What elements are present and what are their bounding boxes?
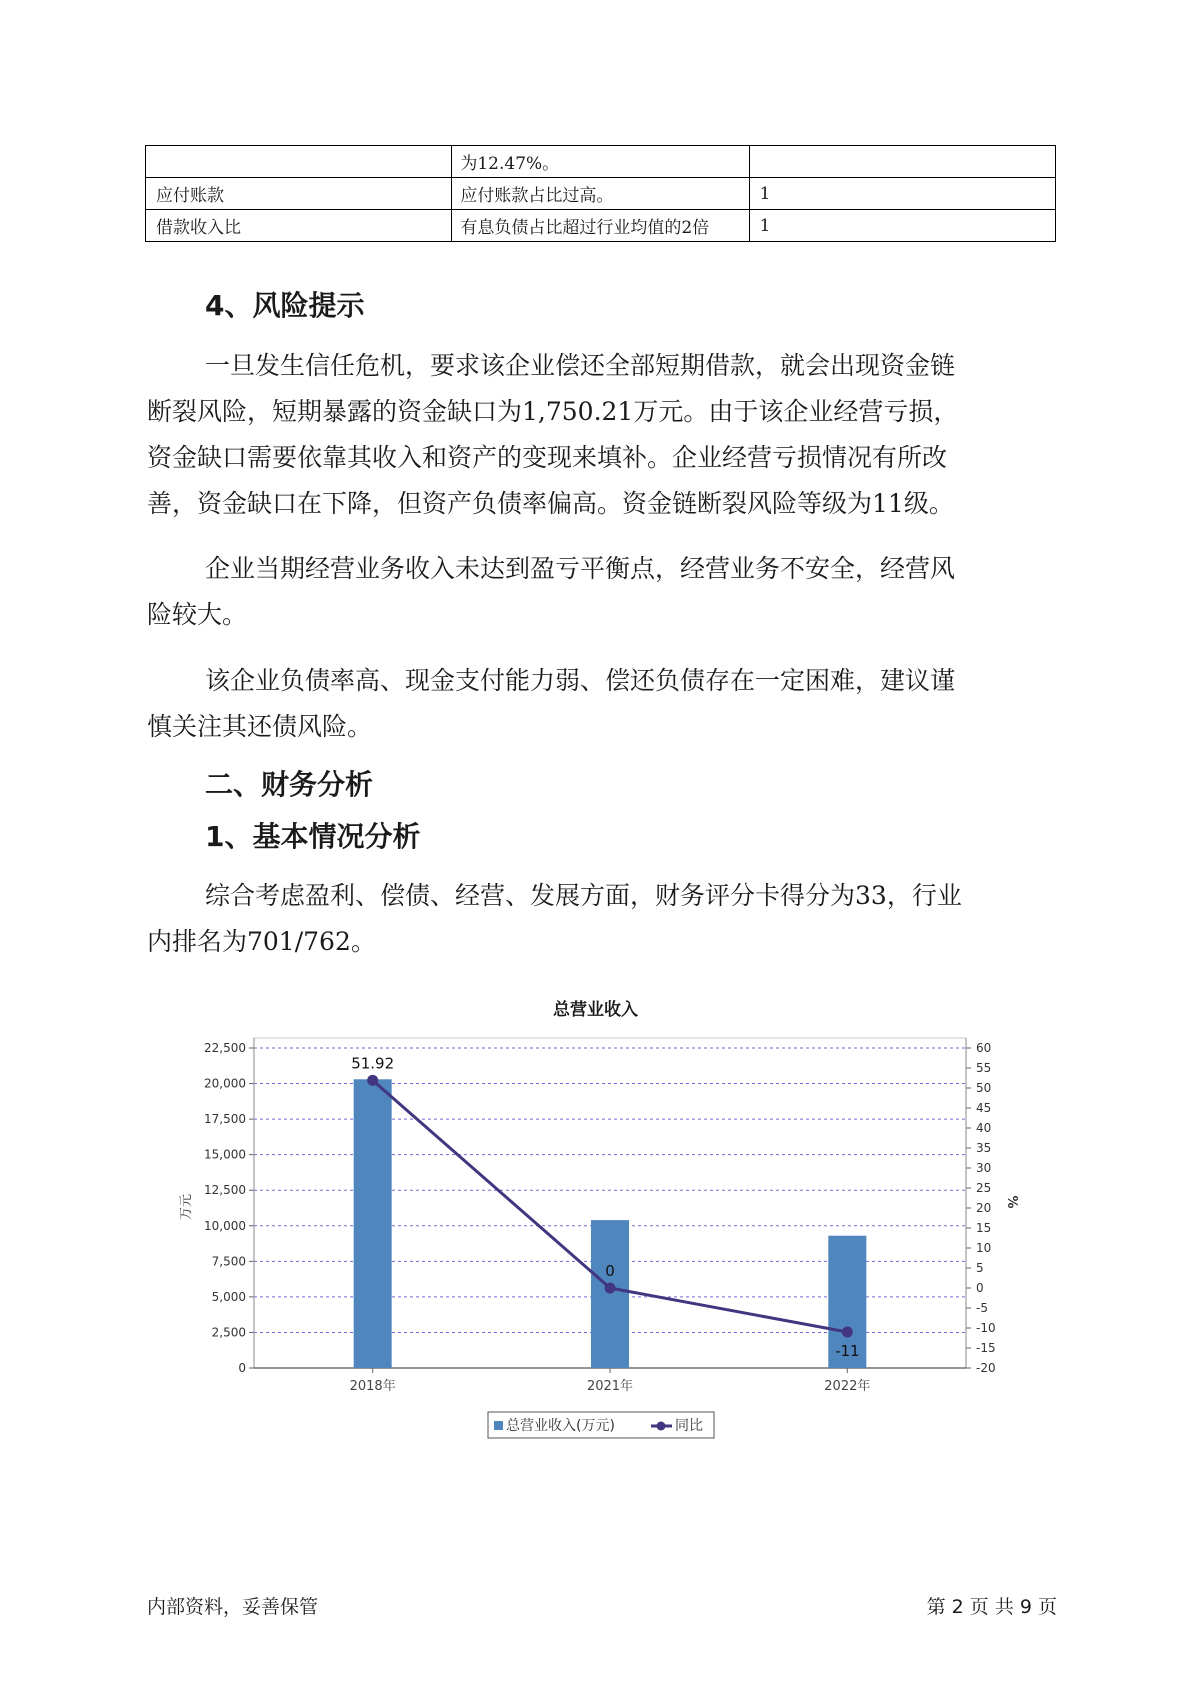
table-cell: 应付账款 [146,178,452,210]
data-label: 51.92 [351,1054,395,1073]
text-line: 慎关注其还债风险。 [147,712,373,741]
footer-page-number: 第 2 页 共 9 页 [926,1596,1057,1618]
y-right-tick-label: 0 [976,1281,984,1295]
bar [591,1220,629,1368]
y-left-tick-label: 7,500 [211,1254,246,1269]
section-heading-risk: 4、风险提示 [205,289,365,322]
text-line: 企业当期经营业务收入未达到盈亏平衡点，经营业务不安全，经营风 [205,554,956,583]
y-right-tick-label: -10 [976,1321,996,1335]
y-left-tick-label: 22,500 [204,1041,246,1055]
y-right-tick-label: -20 [976,1361,996,1375]
y-left-tick-label: 2,500 [211,1325,246,1340]
y-left-tick-label: 20,000 [204,1076,246,1091]
y-right-axis-title: % [1004,1195,1019,1209]
y-left-tick-label: 0 [238,1361,246,1375]
text-line: 善，资金缺口在下降，但资产负债率偏高。资金链断裂风险等级为11级。 [147,489,954,518]
y-right-tick-label: -15 [976,1341,996,1355]
x-tick-label: 2021年 [586,1379,634,1394]
legend-bar-label: 总营业收入(万元) [506,1418,615,1434]
y-left-tick-label: 12,500 [204,1183,246,1198]
text-line: 内排名为701/762。 [147,927,376,956]
data-label: -11 [835,1342,860,1360]
sub-heading-basic-analysis: 1、基本情况分析 [205,820,421,853]
y-right-tick-label: 30 [976,1161,992,1175]
yoy-point [842,1327,853,1338]
y-left-axis-title: 万元 [179,1193,194,1221]
data-label: 0 [605,1262,615,1280]
section-heading-finance: 二、财务分析 [205,768,374,801]
y-right-tick-label: 40 [976,1121,992,1135]
text-line: 综合考虑盈利、偿债、经营、发展方面，财务评分卡得分为33，行业 [205,881,962,910]
table-cell: 应付账款占比过高。 [452,178,749,210]
text-line: 该企业负债率高、现金支付能力弱、偿还负债存在一定困难，建议谨 [205,666,956,695]
legend-line-marker [657,1422,666,1431]
x-tick-label: 2022年 [824,1379,871,1394]
y-left-tick-label: 15,000 [204,1147,246,1162]
y-right-tick-label: 20 [976,1201,992,1215]
y-left-tick-label: 17,500 [204,1112,246,1127]
yoy-point [605,1283,616,1294]
y-left-tick-label: 10,000 [204,1218,246,1233]
legend-bar-swatch [494,1421,503,1430]
text-line: 资金缺口需要依靠其收入和资产的变现来填补。企业经营亏损情况有所改 [147,443,948,472]
chart-title: 总营业收入 [553,1000,638,1020]
table-cell: 1 [749,210,1055,242]
text-line: 断裂风险，短期暴露的资金缺口为1,750.21万元。由于该企业经营亏损， [147,397,959,426]
table-cell: 1 [749,178,1055,210]
bar [354,1079,392,1368]
table-cell: 借款收入比 [146,210,452,242]
y-right-tick-label: 55 [976,1061,992,1075]
table-cell: 为12.47%。 [452,146,749,178]
y-left-tick-label: 5,000 [211,1289,246,1304]
y-right-tick-label: 5 [976,1261,984,1275]
text-line: 一旦发生信任危机，要求该企业偿还全部短期借款，就会出现资金链 [205,351,956,380]
y-right-tick-label: 15 [976,1221,992,1235]
x-tick-label: 2018年 [349,1379,396,1394]
y-right-tick-label: 60 [976,1041,992,1055]
y-right-tick-label: 10 [976,1241,992,1255]
y-right-tick-label: 25 [976,1181,992,1195]
footer-left: 内部资料，妥善保管 [147,1596,319,1618]
y-right-tick-label: -5 [976,1301,988,1315]
y-right-tick-label: 45 [976,1101,992,1115]
y-right-tick-label: 35 [976,1141,992,1155]
yoy-point [367,1075,378,1086]
text-line: 险较大。 [147,600,248,629]
table-cell: 有息负债占比超过行业均值的2倍 [452,210,749,242]
y-right-tick-label: 50 [976,1081,992,1095]
legend-line-label: 同比 [675,1418,703,1434]
